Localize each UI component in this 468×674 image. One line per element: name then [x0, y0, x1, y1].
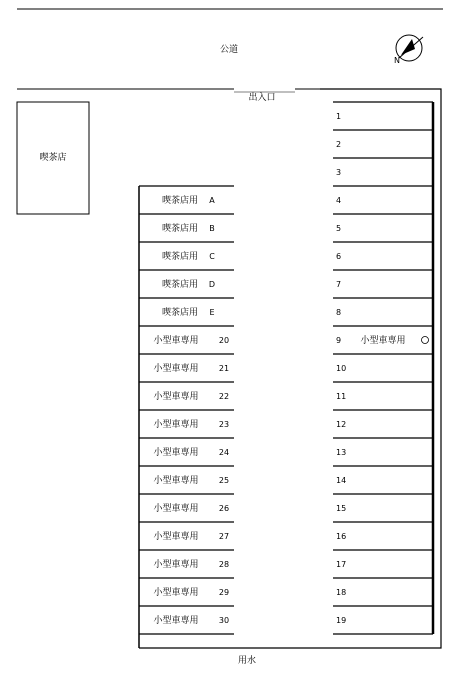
- stall-id: 29: [218, 588, 230, 597]
- stall-label: 小型車専用: [153, 588, 199, 598]
- stall-number: 18: [336, 588, 347, 597]
- stall-number: 14: [336, 476, 347, 485]
- stall-label: 喫茶店用: [161, 224, 199, 234]
- stall-number: 11: [336, 392, 347, 401]
- stall-id: 20: [218, 336, 230, 345]
- stall-number: 9: [336, 336, 342, 345]
- stall-note: 小型車専用: [360, 336, 406, 346]
- stall-number: 15: [336, 504, 347, 513]
- compass-icon: [394, 35, 423, 65]
- stall-number: 1: [336, 112, 342, 121]
- stall-number: 12: [336, 420, 347, 429]
- stall-label: 喫茶店用: [161, 280, 199, 290]
- stall-number: 6: [336, 252, 342, 261]
- stall-id: 25: [218, 476, 230, 485]
- stall-number: 7: [336, 280, 342, 289]
- stall-label: 小型車専用: [153, 364, 199, 374]
- cafe-label: 喫茶店: [39, 153, 67, 163]
- stall-number: 13: [336, 448, 347, 457]
- stall-id: 22: [218, 392, 230, 401]
- right-stalls: [333, 102, 433, 634]
- stall-label: 小型車専用: [153, 616, 199, 626]
- entrance-label: 出入口: [248, 93, 276, 103]
- stall-label: 小型車専用: [153, 392, 199, 402]
- compass-north-letter: N: [394, 56, 400, 65]
- stall-label: 小型車専用: [153, 560, 199, 570]
- stall-number: 19: [336, 616, 347, 625]
- stall-id: 28: [218, 560, 230, 569]
- stall-number: 8: [336, 308, 342, 317]
- stall-label: 小型車専用: [153, 532, 199, 542]
- stall-id: 26: [218, 504, 230, 513]
- stall-id: 21: [218, 364, 230, 373]
- stall-number: 10: [336, 364, 347, 373]
- stall-label: 小型車専用: [153, 448, 199, 458]
- stall-label: 小型車専用: [153, 336, 199, 346]
- stall-id: 23: [218, 420, 230, 429]
- stall-id: 30: [218, 616, 230, 625]
- water-label: 用水: [237, 656, 257, 666]
- stall-number: 17: [336, 560, 347, 569]
- small-car-mark-icon: [422, 337, 429, 344]
- stall-label: 小型車専用: [153, 476, 199, 486]
- stall-number: 16: [336, 532, 347, 541]
- stall-label: 喫茶店用: [161, 308, 199, 318]
- stall-number: 3: [336, 168, 342, 177]
- stall-number: 5: [336, 224, 342, 233]
- road-label: 公道: [219, 45, 239, 55]
- stall-label: 小型車専用: [153, 504, 199, 514]
- stall-id: 27: [218, 532, 230, 541]
- stall-id: C: [209, 252, 215, 261]
- stall-label: 喫茶店用: [161, 252, 199, 262]
- stall-id: B: [209, 224, 215, 233]
- stall-id: E: [209, 308, 215, 317]
- stall-number: 2: [336, 140, 342, 149]
- stall-id: 24: [218, 448, 230, 457]
- left-stalls: [139, 186, 234, 634]
- stall-id: D: [208, 280, 216, 289]
- stall-id: A: [209, 196, 215, 205]
- stall-label: 小型車専用: [153, 420, 199, 430]
- stall-number: 4: [336, 196, 342, 205]
- stall-label: 喫茶店用: [161, 196, 199, 206]
